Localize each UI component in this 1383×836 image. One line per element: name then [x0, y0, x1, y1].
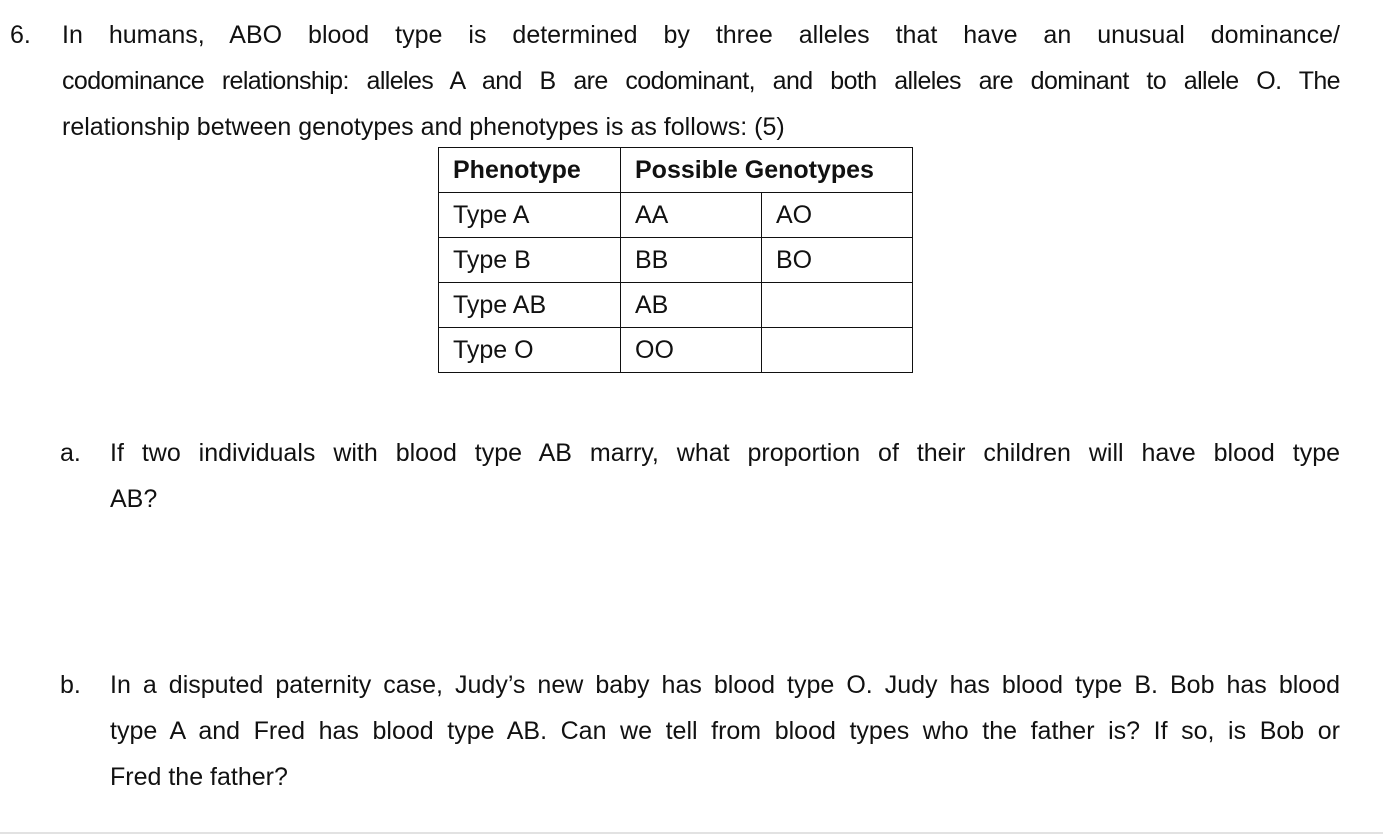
subquestion-b-line-1: In a disputed paternity case, Judy’s new baby has blood type O. Judy has blood type B. Bob has blood — [110, 671, 1340, 699]
cell-phenotype: Type B — [439, 238, 621, 283]
subquestion-b-line-2: type A and Fred has blood type AB. Can we tell from blood types who the father is? If so, is Bob or — [110, 717, 1340, 745]
subquestion-b-label: b. — [60, 671, 81, 699]
table-row — [439, 193, 913, 238]
table-row — [439, 238, 913, 283]
cell-genotype-2: BO — [762, 238, 913, 283]
header-phenotype: Phenotype — [439, 148, 621, 193]
subquestion-a-label: a. — [60, 439, 81, 467]
subquestion-a-line-1: If two individuals with blood type AB marry, what proportion of their children will have blood type — [110, 439, 1340, 467]
cell-genotype-2 — [762, 283, 913, 328]
cell-genotype-1: AB — [621, 283, 762, 328]
question-line-1: In humans, ABO blood type is determined by three alleles that have an unusual dominance/ — [62, 21, 1340, 49]
cell-genotype-2 — [762, 328, 913, 373]
cell-phenotype: Type A — [439, 193, 621, 238]
subquestion-b-line-3: Fred the father? — [110, 763, 288, 791]
cell-phenotype: Type AB — [439, 283, 621, 328]
cell-genotype-1: AA — [621, 193, 762, 238]
question-number: 6. — [10, 21, 31, 49]
question-line-3: relationship between genotypes and phenotypes is as follows: (5) — [62, 113, 785, 141]
cell-genotype-2: AO — [762, 193, 913, 238]
header-possible-genotypes: Possible Genotypes — [621, 148, 913, 193]
subquestion-a-line-2: AB? — [110, 485, 158, 513]
subquestion-a-text — [110, 430, 1340, 522]
table-row — [439, 328, 913, 373]
subquestion-b-text — [110, 662, 1340, 800]
genotype-table — [438, 147, 913, 373]
cell-genotype-1: OO — [621, 328, 762, 373]
cell-genotype-1: BB — [621, 238, 762, 283]
table-row — [439, 283, 913, 328]
cell-phenotype: Type O — [439, 328, 621, 373]
question-line-2: codominance relationship: alleles A and B are codominant, and both alleles are dominant to allele O. The — [62, 67, 1340, 95]
question-text — [62, 12, 1340, 150]
table-header-row — [439, 148, 913, 193]
page-bottom-divider — [0, 832, 1383, 834]
